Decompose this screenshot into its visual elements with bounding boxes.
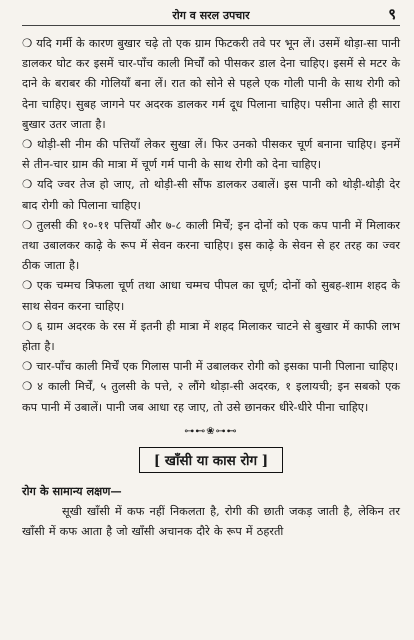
section-ornament: ⊶⊷❀⊶⊷ — [184, 425, 238, 437]
remedy-paragraph-5: ❍ एक चम्मच त्रिफला चूर्ण तथा आधा चम्मच पीपल का चूर्ण; दोनों को सुबह-शाम शहद के साथ सेवन करना चाहिए। — [22, 279, 400, 313]
remedy-paragraph-7: ❍ चार-पाँच काली मिर्चें एक गिलास पानी में उबालकर रोगी को इसका पानी पिलाना चाहिए। — [22, 360, 399, 374]
section-title: [ खाँसी या कास रोग ] — [139, 447, 283, 473]
symptoms-subheading-line — [22, 481, 400, 502]
running-title: रोग व सरल उपचार — [172, 9, 250, 22]
header-rule — [22, 25, 400, 26]
remedy-paragraph-4: ❍ तुलसी की १०-११ पत्तियाँ और ७-८ काली मिर्चें; इन दोनों को एक कप पानी में मिलाकर तथा उबालकर काढ़े के रूप में सेवन करना चाहिए। इस काढ़े के सेवन से हर तरह का ज्वर ठीक जाता है। — [22, 218, 400, 273]
symptoms-text: सूखी खाँसी में कफ नहीं निकलता है, रोगी की छाती जकड़ जाती है, लेकिन तर खाँसी में कफ आता है जो खाँसी अचानक दौरे के रूप में ठहरती — [22, 504, 400, 539]
remedy-paragraph-8: ❍ ४ काली मिर्चें, ५ तुलसी के पत्ते, २ लौंगे थोड़ा-सी अदरक, १ इलायची; इन सबको एक कप पानी में उबालें। पानी जब आधा रह जाए, तो उसे छानकर धीरे-धीरे पीना चाहिए। — [22, 380, 400, 414]
remedy-paragraph-2: ❍ थोड़ी-सी नीम की पत्तियाँ लेकर सुखा लें। फिर उनको पीसकर चूर्ण बनाना चाहिए। इनमें से तीन-चार ग्राम की मात्रा में चूर्ण गर्म पानी के साथ रोगी को देना चाहिए। — [22, 138, 400, 172]
remedy-paragraph-6: ❍ ६ ग्राम अदरक के रस में इतनी ही मात्रा में शहद मिलाकर चाटने से बुखार में काफी लाभ होता है। — [22, 319, 400, 354]
section-heading-wrap — [22, 447, 400, 473]
remedy-paragraph-1: ❍ यदि गर्मी के कारण बुखार चढ़े तो एक ग्राम फिटकरी तवे पर भून लें। उसमें थोड़ा-सा पानी डालकर घोट कर इसमें चार-पाँच काली मिर्चों को पीसकर डाल देना चाहिए। इसमें से मटर के दाने के बराबर की गोलियाँ बना लें। रात को सोने से पहले एक गोली पानी के साथ रोगी को देना चाहिए। सुबह जागने पर अदरक डालकर गर्म दूध पिलाना चाहिए। पसीना आते ही सारा बुखार उतर जाता है। — [22, 37, 400, 131]
symptoms-subheading: रोग के सामान्य लक्षण— — [22, 483, 122, 498]
page-number: ९ — [388, 5, 396, 23]
remedy-paragraph-3: ❍ यदि ज्वर तेज हो जाए, तो थोड़ी-सी सौंफ डालकर उबालें। इस पानी को थोड़ी-थोड़ी देर बाद रोगी को पिलाना चाहिए। — [22, 178, 400, 212]
page-body — [22, 34, 400, 542]
running-header — [22, 0, 400, 28]
